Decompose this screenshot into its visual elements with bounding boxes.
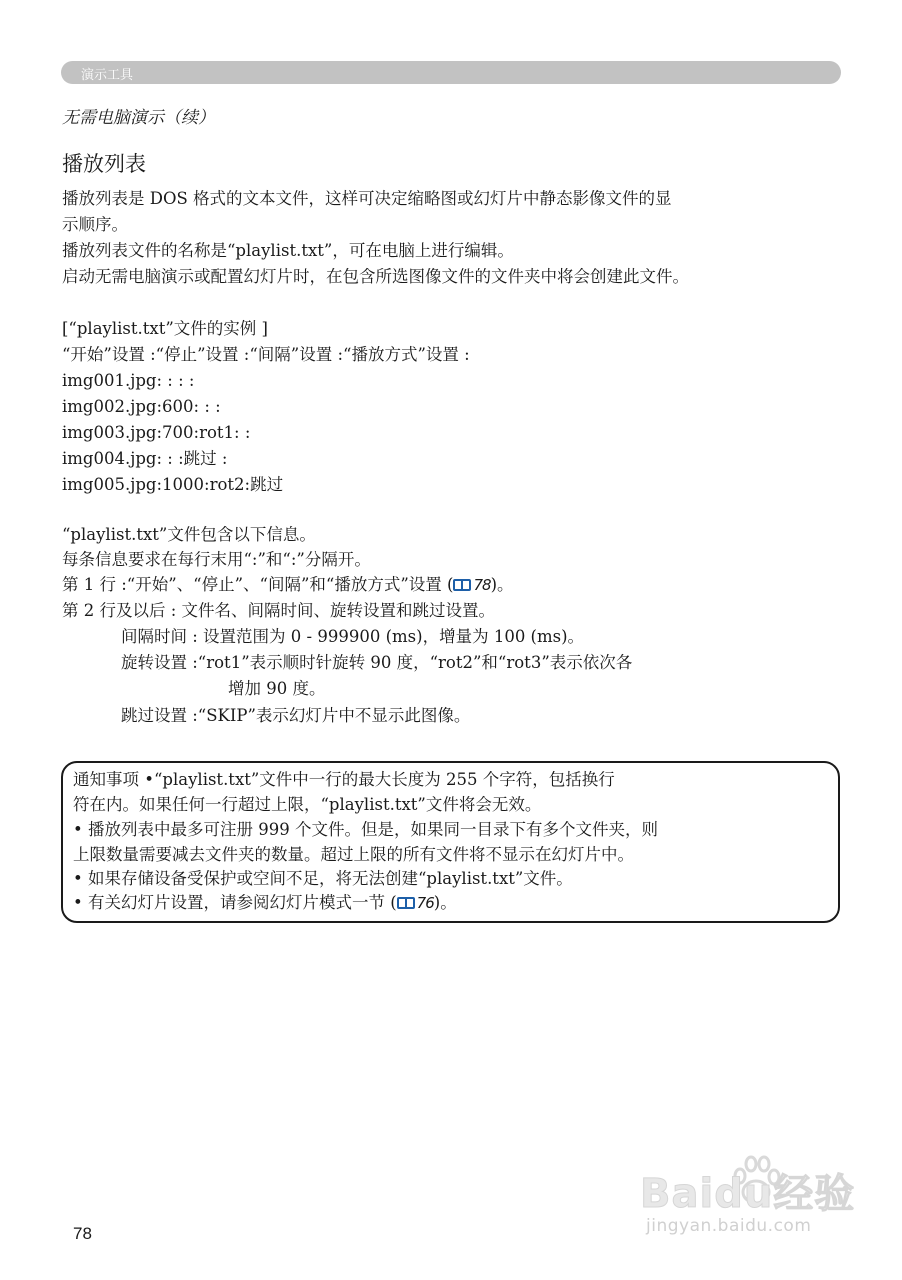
book-reference-icon bbox=[397, 897, 415, 909]
rotation-description-2: 增加 90 度。 bbox=[228, 679, 326, 698]
info-line-2: 每条信息要求在每行末用“:”和“:”分隔开。 bbox=[62, 550, 371, 569]
intro-line-2: 示顺序。 bbox=[62, 215, 128, 234]
example-row: img003.jpg:700:rot1: : bbox=[62, 423, 251, 442]
section-header-bar bbox=[61, 61, 841, 84]
info-line-3-text: 第 1 行 :“开始”、“停止”、“间隔”和“播放方式”设置 ( bbox=[62, 575, 454, 594]
example-row: img005.jpg:1000:rot2:跳过 bbox=[62, 475, 284, 494]
example-row: img001.jpg: : : : bbox=[62, 371, 195, 390]
notice-line-6 bbox=[73, 890, 457, 916]
notice-line-3: • 播放列表中最多可注册 999 个文件。但是，如果同一目录下有多个文件夹，则 bbox=[73, 820, 658, 839]
intro-line-4: 启动无需电脑演示或配置幻灯片时，在包含所选图像文件的文件夹中将会创建此文件。 bbox=[62, 267, 689, 286]
notice-line-6-text: • 有关幻灯片设置，请参阅幻灯片模式一节 ( bbox=[73, 893, 397, 912]
notice-line-2: 符在内。如果任何一行超过上限，“playlist.txt”文件将会无效。 bbox=[73, 795, 542, 814]
rotation-description-1: 旋转设置 :“rot1”表示顺时针旋转 90 度，“rot2”和“rot3”表示依次各 bbox=[121, 653, 633, 672]
baidu-watermark bbox=[640, 1150, 860, 1250]
skip-description: 跳过设置 :“SKIP”表示幻灯片中不显示此图像。 bbox=[121, 706, 471, 725]
interval-description: 间隔时间 : 设置范围为 0 - 999900 (ms)，增量为 100 (ms)。 bbox=[121, 627, 585, 646]
page-reference-link[interactable]: 78 bbox=[473, 576, 491, 594]
page-reference-link[interactable]: 76 bbox=[416, 894, 434, 912]
intro-line-1: 播放列表是 DOS 格式的文本文件，这样可决定缩略图或幻灯片中静态影像文件的显 bbox=[62, 189, 672, 208]
intro-line-3: 播放列表文件的名称是“playlist.txt”，可在电脑上进行编辑。 bbox=[62, 241, 514, 260]
section-label: 演示工具 bbox=[81, 68, 134, 83]
page-number: 78 bbox=[73, 1224, 92, 1243]
notice-line-4: 上限数量需要减去文件夹的数量。超过上限的所有文件将不显示在幻灯片中。 bbox=[73, 845, 634, 864]
example-columns: “开始”设置 :“停止”设置 :“间隔”设置 :“播放方式”设置 : bbox=[62, 345, 470, 364]
page-subtitle: 无需电脑演示（续） bbox=[62, 108, 215, 128]
notice-line-1: 通知事项 •“playlist.txt”文件中一行的最大长度为 255 个字符，包括换行 bbox=[73, 770, 615, 789]
info-line-4: 第 2 行及以后 : 文件名、间隔时间、旋转设置和跳过设置。 bbox=[62, 601, 496, 620]
info-line-3 bbox=[62, 572, 514, 598]
watermark-url: jingyan.baidu.com bbox=[646, 1216, 812, 1236]
watermark-logo: Baidu经验 bbox=[640, 1171, 856, 1217]
example-row: img004.jpg: : :跳过 : bbox=[62, 449, 228, 468]
example-heading: [“playlist.txt”文件的实例 ] bbox=[62, 319, 268, 338]
info-line-1: “playlist.txt”文件包含以下信息。 bbox=[62, 525, 316, 544]
info-line-3-end: )。 bbox=[490, 575, 514, 594]
notice-line-6-end: )。 bbox=[433, 893, 457, 912]
page-title: 播放列表 bbox=[62, 152, 146, 176]
book-reference-icon bbox=[453, 579, 471, 591]
example-row: img002.jpg:600: : : bbox=[62, 397, 221, 416]
notice-line-5: • 如果存储设备受保护或空间不足，将无法创建“playlist.txt”文件。 bbox=[73, 869, 573, 888]
